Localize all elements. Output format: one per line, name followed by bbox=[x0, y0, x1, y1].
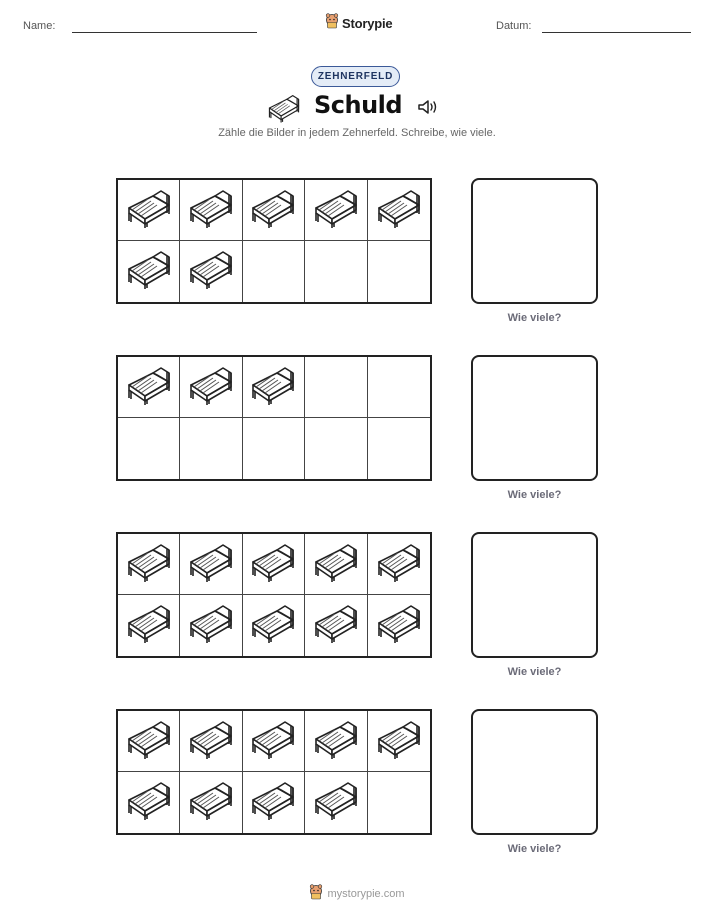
ten-frame-cell bbox=[368, 711, 430, 772]
ten-frame-cell bbox=[243, 357, 305, 418]
answer-prompt: Wie viele? bbox=[507, 489, 562, 501]
ten-frame-cell bbox=[243, 711, 305, 772]
ten-frame-cell bbox=[368, 534, 430, 595]
bed-icon bbox=[189, 365, 233, 410]
bed-icon bbox=[189, 249, 233, 294]
answer-prompt: Wie viele? bbox=[507, 312, 562, 324]
name-label: Name: bbox=[23, 20, 56, 32]
ten-frame-cell bbox=[305, 357, 367, 418]
ten-frame-cell bbox=[118, 418, 180, 479]
bed-icon bbox=[127, 365, 171, 410]
bed-icon bbox=[251, 603, 295, 648]
ten-frame-cell bbox=[243, 534, 305, 595]
instructions: Zähle die Bilder in jedem Zehnerfeld. Schreibe, wie viele. bbox=[218, 127, 496, 139]
bed-icon bbox=[251, 542, 295, 587]
bed-icon bbox=[314, 780, 358, 825]
pie-mascot-icon bbox=[325, 13, 339, 34]
ten-frame-cell bbox=[180, 180, 242, 241]
ten-frame-cell bbox=[305, 180, 367, 241]
bed-icon bbox=[377, 542, 421, 587]
ten-frame-cell bbox=[118, 241, 180, 302]
bed-icon bbox=[251, 188, 295, 233]
ten-frame bbox=[116, 355, 432, 481]
bed-icon bbox=[251, 780, 295, 825]
bed-icon bbox=[251, 719, 295, 764]
ten-frame-cell bbox=[180, 711, 242, 772]
bed-icon bbox=[377, 603, 421, 648]
bed-icon bbox=[377, 719, 421, 764]
bed-icon bbox=[127, 188, 171, 233]
brand-name: Storypie bbox=[342, 16, 393, 31]
ten-frame-cell bbox=[118, 534, 180, 595]
bed-icon bbox=[314, 188, 358, 233]
ten-frame-cell bbox=[118, 595, 180, 656]
ten-frame-cell bbox=[305, 534, 367, 595]
ten-frame-cell bbox=[180, 241, 242, 302]
ten-frame-cell bbox=[305, 772, 367, 833]
answer-box[interactable] bbox=[471, 355, 598, 481]
date-label: Datum: bbox=[496, 20, 532, 32]
ten-frame-cell bbox=[180, 772, 242, 833]
ten-frame-cell bbox=[243, 772, 305, 833]
ten-frame-cell bbox=[118, 772, 180, 833]
name-line[interactable] bbox=[72, 32, 257, 33]
bed-icon bbox=[127, 542, 171, 587]
bed-icon bbox=[189, 188, 233, 233]
pie-mascot-icon bbox=[309, 884, 323, 903]
ten-frame-cell bbox=[305, 418, 367, 479]
ten-frame-cell bbox=[118, 357, 180, 418]
ten-frame-cell bbox=[180, 357, 242, 418]
ten-frame-cell bbox=[368, 180, 430, 241]
ten-frame-cell bbox=[305, 241, 367, 302]
answer-prompt: Wie viele? bbox=[507, 843, 562, 855]
bed-icon bbox=[314, 603, 358, 648]
footer-url[interactable]: mystorypie.com bbox=[327, 887, 405, 900]
title-row bbox=[268, 91, 448, 125]
ten-frame-cell bbox=[368, 418, 430, 479]
ten-frame-cell bbox=[305, 711, 367, 772]
ten-frame-cell bbox=[368, 772, 430, 833]
brand-logo bbox=[325, 13, 392, 34]
ten-frame-cell bbox=[243, 595, 305, 656]
ten-frame-cell bbox=[118, 180, 180, 241]
ten-frame-cell bbox=[180, 418, 242, 479]
page-title: Schuld bbox=[314, 91, 403, 119]
ten-frame-cell bbox=[243, 241, 305, 302]
speaker-icon[interactable] bbox=[416, 97, 440, 122]
ten-frame-cell bbox=[368, 595, 430, 656]
answer-box[interactable] bbox=[471, 532, 598, 658]
ten-frame-cell bbox=[243, 180, 305, 241]
bed-icon bbox=[314, 542, 358, 587]
ten-frame bbox=[116, 178, 432, 304]
answer-box[interactable] bbox=[471, 178, 598, 304]
answer-prompt: Wie viele? bbox=[507, 666, 562, 678]
bed-icon bbox=[127, 249, 171, 294]
ten-frame bbox=[116, 532, 432, 658]
bed-icon bbox=[127, 603, 171, 648]
ten-frame-cell bbox=[180, 534, 242, 595]
bed-icon bbox=[314, 719, 358, 764]
bed-icon bbox=[251, 365, 295, 410]
bed-icon bbox=[127, 719, 171, 764]
ten-frame-cell bbox=[368, 357, 430, 418]
worksheet-type-badge: ZEHNERFELD bbox=[311, 66, 400, 87]
answer-box[interactable] bbox=[471, 709, 598, 835]
ten-frame-cell bbox=[118, 711, 180, 772]
footer bbox=[0, 884, 714, 903]
ten-frame-cell bbox=[180, 595, 242, 656]
bed-icon bbox=[189, 603, 233, 648]
bed-icon bbox=[268, 93, 300, 128]
ten-frame-cell bbox=[243, 418, 305, 479]
bed-icon bbox=[189, 719, 233, 764]
bed-icon bbox=[189, 542, 233, 587]
ten-frame-cell bbox=[305, 595, 367, 656]
ten-frame-cell bbox=[368, 241, 430, 302]
bed-icon bbox=[189, 780, 233, 825]
date-line[interactable] bbox=[542, 32, 691, 33]
bed-icon bbox=[127, 780, 171, 825]
ten-frame bbox=[116, 709, 432, 835]
bed-icon bbox=[377, 188, 421, 233]
